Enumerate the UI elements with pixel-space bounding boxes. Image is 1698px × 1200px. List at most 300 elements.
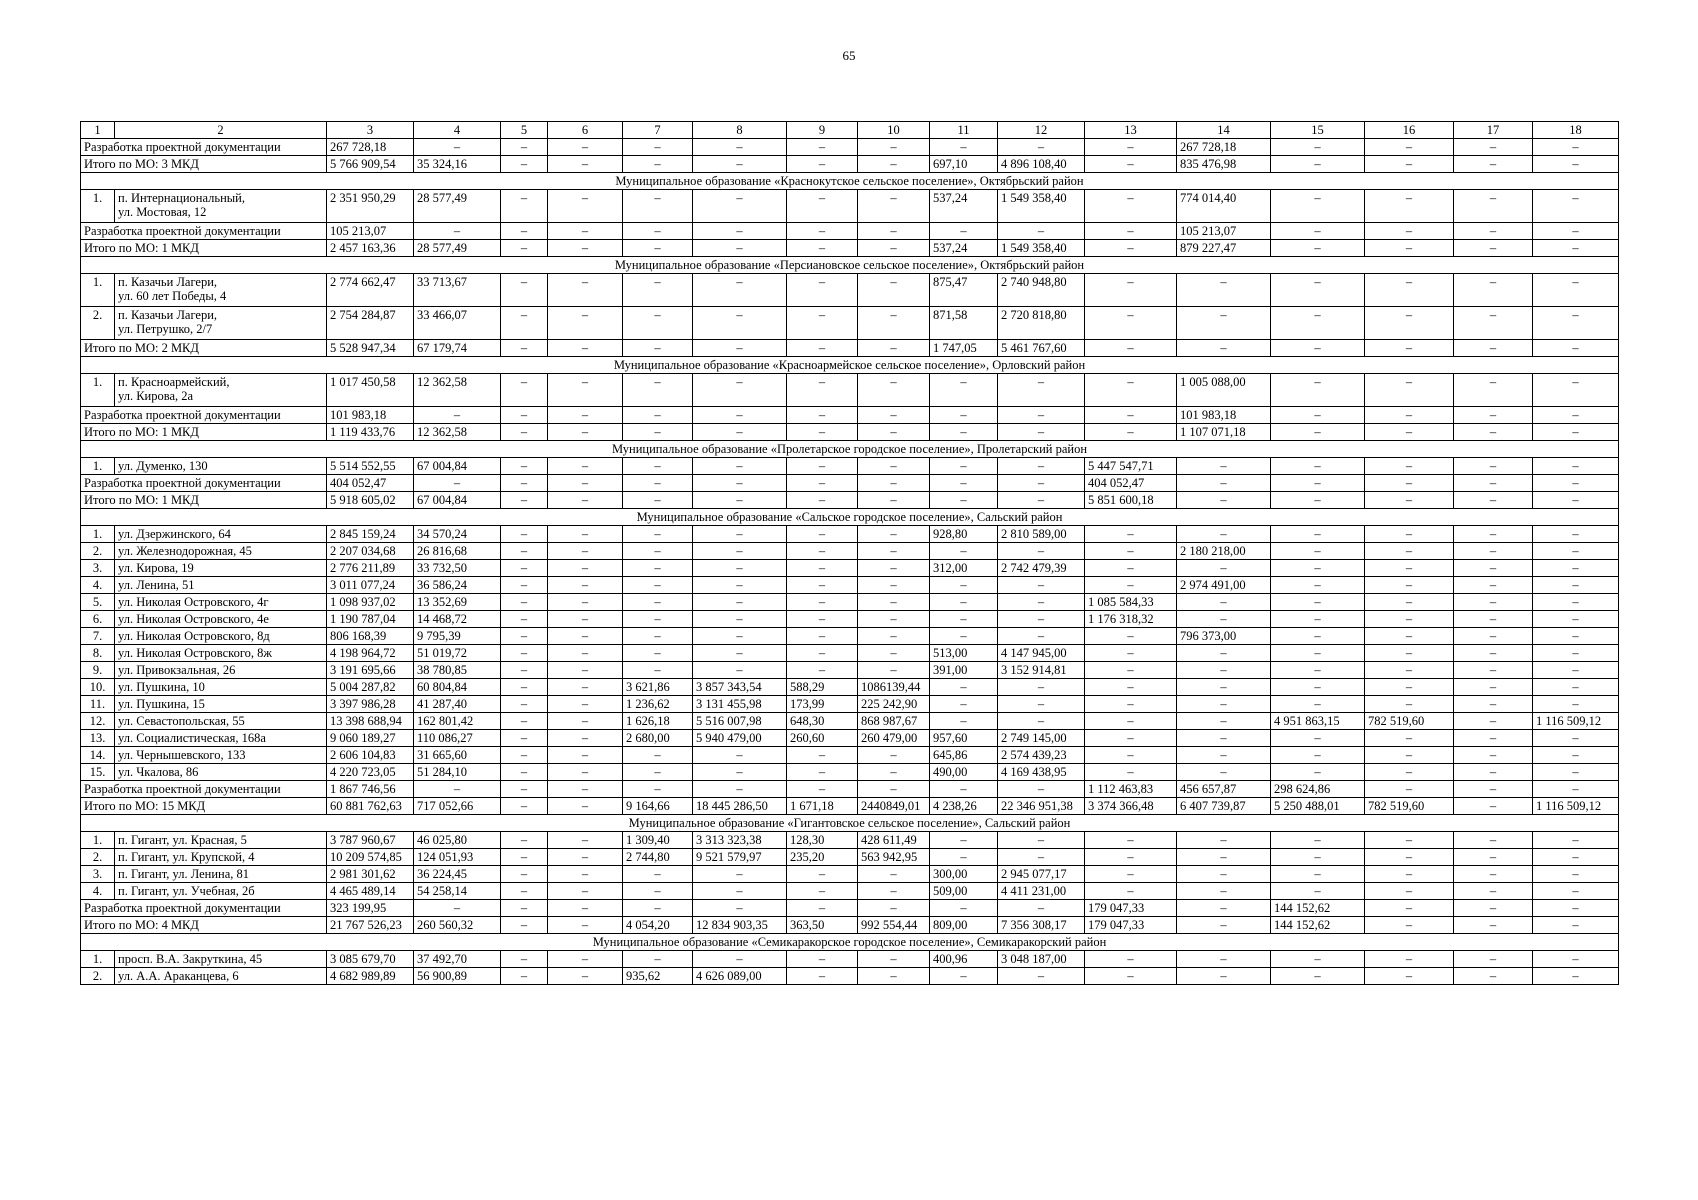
table-cell: –	[548, 883, 623, 900]
table-cell: 14 468,72	[414, 611, 501, 628]
table-row	[81, 274, 1619, 307]
column-header: 17	[1454, 122, 1533, 139]
table-cell: –	[548, 374, 623, 407]
table-cell: –	[858, 560, 930, 577]
table-cell: 4 169 438,95	[998, 764, 1085, 781]
section-row	[81, 357, 1619, 374]
table-cell: –	[548, 679, 623, 696]
table-cell: –	[501, 866, 548, 883]
table-cell: –	[1533, 883, 1619, 900]
table-cell: –	[1085, 730, 1177, 747]
table-cell: –	[501, 611, 548, 628]
table-cell: –	[414, 475, 501, 492]
table-cell: –	[693, 458, 787, 475]
table-cell: –	[501, 849, 548, 866]
table-row	[81, 374, 1619, 407]
row-index: 4.	[81, 577, 115, 594]
table-cell: –	[1454, 492, 1533, 509]
table-cell: 67 179,74	[414, 340, 501, 357]
table-cell: –	[858, 577, 930, 594]
table-cell: –	[1365, 424, 1454, 441]
table-cell: –	[787, 764, 858, 781]
summary-row	[81, 781, 1619, 798]
table-cell: –	[501, 883, 548, 900]
table-cell: –	[998, 679, 1085, 696]
table-cell: –	[1533, 577, 1619, 594]
table-cell: –	[930, 900, 998, 917]
table-cell: –	[1085, 628, 1177, 645]
table-cell: –	[1533, 662, 1619, 679]
table-cell: –	[1365, 560, 1454, 577]
table-cell: –	[1454, 543, 1533, 560]
table-cell: –	[1085, 849, 1177, 866]
row-index: 10.	[81, 679, 115, 696]
address-cell: п. Казачьи Лагери, ул. Петрушко, 2/7	[115, 307, 327, 340]
table-cell: 3 397 986,28	[327, 696, 414, 713]
table-cell: –	[1533, 526, 1619, 543]
table-cell: 1 176 318,32	[1085, 611, 1177, 628]
table-cell: –	[787, 139, 858, 156]
column-header: 16	[1365, 122, 1454, 139]
table-cell: 1 747,05	[930, 340, 998, 357]
table-cell: –	[1271, 594, 1365, 611]
table-cell: 162 801,42	[414, 713, 501, 730]
table-cell: –	[693, 628, 787, 645]
table-cell: –	[1271, 526, 1365, 543]
table-cell: 1 116 509,12	[1533, 798, 1619, 815]
table-cell: –	[998, 424, 1085, 441]
summary-label: Разработка проектной документации	[81, 139, 327, 156]
table-cell: 645,86	[930, 747, 998, 764]
table-cell: –	[501, 832, 548, 849]
table-cell: –	[1177, 340, 1271, 357]
table-cell: –	[787, 781, 858, 798]
table-cell: 992 554,44	[858, 917, 930, 934]
table-cell: –	[787, 628, 858, 645]
section-title: Муниципальное образование «Краснокутское сельское поселение», Октябрьский район	[81, 173, 1619, 190]
table-cell: 1 112 463,83	[1085, 781, 1177, 798]
table-cell: –	[1365, 764, 1454, 781]
table-cell: 4 198 964,72	[327, 645, 414, 662]
table-row	[81, 645, 1619, 662]
table-cell: –	[787, 577, 858, 594]
table-cell: 28 577,49	[414, 240, 501, 257]
table-cell: –	[1533, 424, 1619, 441]
table-cell: –	[1533, 458, 1619, 475]
table-cell: 124 051,93	[414, 849, 501, 866]
table-cell: 5 250 488,01	[1271, 798, 1365, 815]
row-index: 1.	[81, 526, 115, 543]
address-cell: ул. Дзержинского, 64	[115, 526, 327, 543]
table-cell: –	[1454, 849, 1533, 866]
table-cell: –	[787, 156, 858, 173]
section-row	[81, 934, 1619, 951]
table-cell: –	[693, 900, 787, 917]
table-cell: –	[693, 374, 787, 407]
table-cell: –	[623, 407, 693, 424]
table-cell: 2 974 491,00	[1177, 577, 1271, 594]
table-cell: –	[1533, 340, 1619, 357]
table-cell: 105 213,07	[1177, 223, 1271, 240]
table-cell: 428 611,49	[858, 832, 930, 849]
table-cell: –	[1177, 645, 1271, 662]
table-cell: 782 519,60	[1365, 713, 1454, 730]
table-cell: –	[1365, 849, 1454, 866]
table-cell: 2 207 034,68	[327, 543, 414, 560]
table-cell: 456 657,87	[1177, 781, 1271, 798]
table-cell: 105 213,07	[327, 223, 414, 240]
address-cell: п. Гигант, ул. Красная, 5	[115, 832, 327, 849]
address-cell: ул. Николая Островского, 4г	[115, 594, 327, 611]
table-cell: –	[1454, 679, 1533, 696]
summary-label: Разработка проектной документации	[81, 781, 327, 798]
row-index: 3.	[81, 866, 115, 883]
table-cell: –	[1271, 611, 1365, 628]
table-cell: –	[1365, 611, 1454, 628]
row-index: 1.	[81, 832, 115, 849]
section-row	[81, 173, 1619, 190]
column-header: 7	[623, 122, 693, 139]
table-cell: 537,24	[930, 190, 998, 223]
table-cell: –	[1454, 662, 1533, 679]
table-cell: –	[1533, 374, 1619, 407]
table-cell: –	[693, 240, 787, 257]
table-cell: –	[501, 223, 548, 240]
section-row	[81, 257, 1619, 274]
address-cell: п. Гигант, ул. Учебная, 2б	[115, 883, 327, 900]
table-cell: –	[693, 139, 787, 156]
address-cell: п. Красноармейский, ул. Кирова, 2а	[115, 374, 327, 407]
table-cell: 4 147 945,00	[998, 645, 1085, 662]
table-cell: –	[930, 139, 998, 156]
table-cell: –	[548, 190, 623, 223]
table-cell: –	[930, 679, 998, 696]
table-row	[81, 543, 1619, 560]
table-cell: 4 411 231,00	[998, 883, 1085, 900]
table-cell: –	[1365, 139, 1454, 156]
table-cell: 5 851 600,18	[1085, 492, 1177, 509]
table-cell: –	[548, 917, 623, 934]
table-cell: 697,10	[930, 156, 998, 173]
table-cell: 5 516 007,98	[693, 713, 787, 730]
table-cell: –	[998, 594, 1085, 611]
table-cell: –	[1533, 611, 1619, 628]
section-title: Муниципальное образование «Семикаракорское городское поселение», Семикаракорский район	[81, 934, 1619, 951]
table-cell: 782 519,60	[1365, 798, 1454, 815]
table-cell: –	[1177, 526, 1271, 543]
table-cell: 3 313 323,38	[693, 832, 787, 849]
summary-row	[81, 475, 1619, 492]
table-cell: –	[1454, 611, 1533, 628]
table-cell: –	[1271, 424, 1365, 441]
summary-label: Итого по МО: 1 МКД	[81, 240, 327, 257]
table-cell: –	[548, 407, 623, 424]
table-cell: 3 857 343,54	[693, 679, 787, 696]
table-cell: –	[623, 475, 693, 492]
table-cell: –	[548, 458, 623, 475]
capital-repair-table	[80, 121, 1619, 985]
table-cell: –	[998, 374, 1085, 407]
table-cell: –	[548, 543, 623, 560]
table-cell: –	[548, 866, 623, 883]
table-cell: –	[930, 713, 998, 730]
column-header: 11	[930, 122, 998, 139]
column-header: 14	[1177, 122, 1271, 139]
table-cell: –	[1271, 764, 1365, 781]
table-cell: –	[548, 340, 623, 357]
table-cell: –	[1454, 730, 1533, 747]
table-cell: –	[1271, 190, 1365, 223]
table-cell: –	[1085, 374, 1177, 407]
summary-label: Итого по МО: 1 МКД	[81, 424, 327, 441]
table-cell: –	[548, 611, 623, 628]
table-row	[81, 849, 1619, 866]
table-cell: –	[1365, 662, 1454, 679]
table-cell: –	[1085, 951, 1177, 968]
table-row	[81, 696, 1619, 713]
address-cell: ул. Пушкина, 10	[115, 679, 327, 696]
table-cell: 809,00	[930, 917, 998, 934]
table-cell: 1 309,40	[623, 832, 693, 849]
table-cell: –	[548, 223, 623, 240]
table-cell: 4 896 108,40	[998, 156, 1085, 173]
table-cell: –	[1533, 274, 1619, 307]
summary-label: Итого по МО: 4 МКД	[81, 917, 327, 934]
table-cell: –	[787, 968, 858, 985]
table-cell: –	[1365, 968, 1454, 985]
summary-row	[81, 340, 1619, 357]
table-cell: –	[623, 594, 693, 611]
address-cell: ул. А.А. Араканцева, 6	[115, 968, 327, 985]
table-cell: –	[1085, 240, 1177, 257]
table-cell: –	[1533, 968, 1619, 985]
table-cell: –	[858, 747, 930, 764]
table-cell: 33 732,50	[414, 560, 501, 577]
table-cell: –	[548, 798, 623, 815]
address-cell: ул. Думенко, 130	[115, 458, 327, 475]
table-cell: –	[501, 374, 548, 407]
table-cell: –	[501, 307, 548, 340]
table-cell: –	[1365, 458, 1454, 475]
address-cell: ул. Николая Островского, 4е	[115, 611, 327, 628]
table-cell: –	[858, 240, 930, 257]
table-cell: –	[1533, 832, 1619, 849]
column-header: 6	[548, 122, 623, 139]
table-cell: –	[501, 156, 548, 173]
table-cell: –	[1454, 747, 1533, 764]
table-cell: 35 324,16	[414, 156, 501, 173]
table-cell: 128,30	[787, 832, 858, 849]
table-cell: –	[787, 883, 858, 900]
table-cell: 648,30	[787, 713, 858, 730]
table-cell: –	[787, 594, 858, 611]
table-cell: 957,60	[930, 730, 998, 747]
table-cell: –	[501, 730, 548, 747]
table-cell: –	[623, 274, 693, 307]
table-cell: –	[1365, 594, 1454, 611]
table-cell: –	[693, 274, 787, 307]
table-cell: 5 940 479,00	[693, 730, 787, 747]
row-index: 12.	[81, 713, 115, 730]
table-cell: –	[787, 374, 858, 407]
table-row	[81, 832, 1619, 849]
row-index: 7.	[81, 628, 115, 645]
table-cell: –	[998, 577, 1085, 594]
address-cell: ул. Кирова, 19	[115, 560, 327, 577]
table-cell: 2 740 948,80	[998, 274, 1085, 307]
table-cell: –	[1533, 917, 1619, 934]
table-cell: 12 362,58	[414, 374, 501, 407]
table-cell: –	[693, 407, 787, 424]
table-cell: –	[858, 374, 930, 407]
table-cell: 22 346 951,38	[998, 798, 1085, 815]
table-cell: –	[1177, 764, 1271, 781]
row-index: 4.	[81, 883, 115, 900]
address-cell: ул. Николая Островского, 8д	[115, 628, 327, 645]
table-cell: 513,00	[930, 645, 998, 662]
table-cell: –	[1271, 543, 1365, 560]
table-cell: –	[998, 781, 1085, 798]
table-cell: –	[930, 577, 998, 594]
row-index: 1.	[81, 274, 115, 307]
summary-row	[81, 223, 1619, 240]
table-cell: –	[1177, 832, 1271, 849]
table-cell: –	[501, 424, 548, 441]
table-cell: –	[998, 611, 1085, 628]
summary-row	[81, 798, 1619, 815]
table-cell: –	[1085, 274, 1177, 307]
row-index: 9.	[81, 662, 115, 679]
table-cell: –	[858, 424, 930, 441]
table-cell: –	[623, 526, 693, 543]
table-cell: 173,99	[787, 696, 858, 713]
table-cell: –	[501, 190, 548, 223]
table-cell: 51 284,10	[414, 764, 501, 781]
table-cell: –	[693, 340, 787, 357]
table-cell: –	[1271, 340, 1365, 357]
table-cell: –	[1533, 492, 1619, 509]
table-cell: –	[787, 747, 858, 764]
table-cell: –	[1177, 560, 1271, 577]
table-cell: 3 085 679,70	[327, 951, 414, 968]
row-index: 3.	[81, 560, 115, 577]
table-cell: –	[1085, 696, 1177, 713]
table-cell: –	[1454, 526, 1533, 543]
table-cell: 300,00	[930, 866, 998, 883]
table-cell: –	[858, 900, 930, 917]
table-cell: –	[548, 475, 623, 492]
table-cell: –	[858, 645, 930, 662]
table-cell: –	[1533, 900, 1619, 917]
table-cell: 298 624,86	[1271, 781, 1365, 798]
section-title: Муниципальное образование «Гигантовское сельское поселение», Сальский район	[81, 815, 1619, 832]
table-cell: –	[1085, 866, 1177, 883]
table-cell: 3 152 914,81	[998, 662, 1085, 679]
table-cell: –	[858, 628, 930, 645]
address-cell: п. Гигант, ул. Ленина, 81	[115, 866, 327, 883]
table-cell: –	[1533, 223, 1619, 240]
summary-row	[81, 139, 1619, 156]
table-cell: –	[693, 611, 787, 628]
table-cell: –	[548, 594, 623, 611]
table-cell: 1 867 746,56	[327, 781, 414, 798]
table-cell: –	[1533, 781, 1619, 798]
table-cell: –	[693, 594, 787, 611]
table-cell: –	[623, 560, 693, 577]
table-cell: –	[693, 543, 787, 560]
table-cell: –	[787, 560, 858, 577]
table-cell: –	[623, 951, 693, 968]
table-cell: –	[623, 747, 693, 764]
table-cell: 9 795,39	[414, 628, 501, 645]
table-cell: –	[1533, 696, 1619, 713]
table-cell: –	[1271, 866, 1365, 883]
section-row	[81, 441, 1619, 458]
section-title: Муниципальное образование «Сальское городское поселение», Сальский район	[81, 509, 1619, 526]
table-cell: 391,00	[930, 662, 998, 679]
table-cell: –	[548, 240, 623, 257]
table-cell: –	[787, 526, 858, 543]
table-cell: –	[858, 458, 930, 475]
table-cell: –	[998, 968, 1085, 985]
table-cell: –	[787, 274, 858, 307]
table-cell: 21 767 526,23	[327, 917, 414, 934]
summary-row	[81, 407, 1619, 424]
table-cell: –	[623, 190, 693, 223]
table-cell: 5 528 947,34	[327, 340, 414, 357]
table-cell: –	[858, 139, 930, 156]
table-cell: –	[998, 849, 1085, 866]
table-cell: 2 754 284,87	[327, 307, 414, 340]
table-cell: 9 060 189,27	[327, 730, 414, 747]
table-cell: –	[1085, 645, 1177, 662]
summary-row	[81, 900, 1619, 917]
address-cell: ул. Железнодорожная, 45	[115, 543, 327, 560]
table-cell: 2 606 104,83	[327, 747, 414, 764]
column-header: 15	[1271, 122, 1365, 139]
summary-row	[81, 240, 1619, 257]
table-cell: 10 209 574,85	[327, 849, 414, 866]
table-cell: –	[1533, 747, 1619, 764]
table-cell: –	[693, 883, 787, 900]
table-cell: –	[548, 492, 623, 509]
table-cell: –	[693, 560, 787, 577]
table-cell: –	[1533, 764, 1619, 781]
table-cell: 3 011 077,24	[327, 577, 414, 594]
table-cell: 9 164,66	[623, 798, 693, 815]
row-index: 2.	[81, 543, 115, 560]
table-cell: 60 881 762,63	[327, 798, 414, 815]
table-cell: 26 816,68	[414, 543, 501, 560]
table-cell: 179 047,33	[1085, 917, 1177, 934]
summary-label: Разработка проектной документации	[81, 407, 327, 424]
table-cell: –	[548, 764, 623, 781]
row-index: 11.	[81, 696, 115, 713]
table-cell: 1 236,62	[623, 696, 693, 713]
table-cell: –	[787, 492, 858, 509]
table-cell: –	[1177, 866, 1271, 883]
table-cell: –	[1365, 866, 1454, 883]
table-cell: –	[1454, 968, 1533, 985]
table-cell: 60 804,84	[414, 679, 501, 696]
column-header: 10	[858, 122, 930, 139]
table-cell: –	[1365, 307, 1454, 340]
table-row	[81, 883, 1619, 900]
table-cell: 509,00	[930, 883, 998, 900]
section-title: Муниципальное образование «Красноармейское сельское поселение», Орловский район	[81, 357, 1619, 374]
table-row	[81, 764, 1619, 781]
summary-label: Разработка проектной документации	[81, 223, 327, 240]
